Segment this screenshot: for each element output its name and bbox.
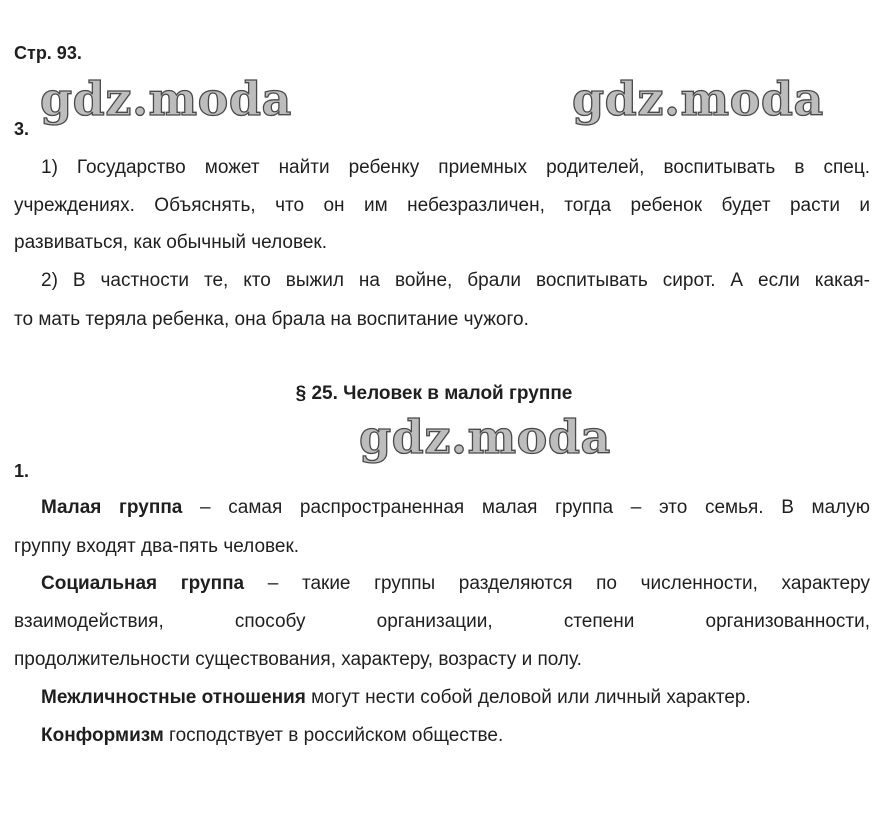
small-group-line2: группу входят два-пять человек. [14, 536, 300, 557]
term-small-group: Малая группа [41, 497, 183, 518]
social-group-text: – такие группы разделяются по численности, характеру [244, 573, 870, 594]
small-group-text: – самая распространенная малая группа – это семья. В малую [182, 497, 871, 518]
conformism-line [41, 725, 503, 747]
small-group-line1 [41, 497, 870, 519]
watermark-right: gdz.moda [572, 72, 824, 126]
task-3-p2-line1: 2) В частности те, кто выжил на войне, брали воспитывать сирот. А если какая- [41, 270, 870, 291]
watermark-center: gdz.moda [359, 410, 611, 464]
task-3-p1-line3: развиваться, как обычный человек. [14, 232, 327, 253]
watermark-left: gdz.moda [40, 72, 292, 126]
task-3-p1-line1: 1) Государство может найти ребенку приемных родителей, воспитывать в спец. [41, 157, 870, 178]
interpersonal-text: могут нести собой деловой или личный характер. [305, 687, 751, 708]
task-1-number: 1. [14, 461, 30, 481]
page-label: Стр. 93. [14, 43, 82, 63]
section-title: § 25. Человек в малой группе [295, 383, 573, 404]
term-social-group: Социальная группа [41, 573, 245, 594]
term-interpersonal: Межличностные отношения [41, 687, 306, 708]
social-group-line1 [41, 573, 870, 595]
social-group-line3: продолжительности существования, характеру, возрасту и полу. [14, 649, 582, 670]
term-conformism: Конформизм [41, 725, 164, 746]
conformism-text: господствует в российском обществе. [163, 725, 504, 746]
task-3-p2-line2: то мать теряла ребенка, она брала на воспитание чужого. [14, 309, 529, 330]
task-3-p1-line2: учреждениях. Объяснять, что он им небезразличен, тогда ребенок будет расти и [14, 195, 870, 216]
social-group-line2: взаимодействия, способу организации, степени организованности, [14, 611, 870, 632]
interpersonal-line [41, 687, 751, 709]
task-3-number: 3. [14, 119, 30, 139]
